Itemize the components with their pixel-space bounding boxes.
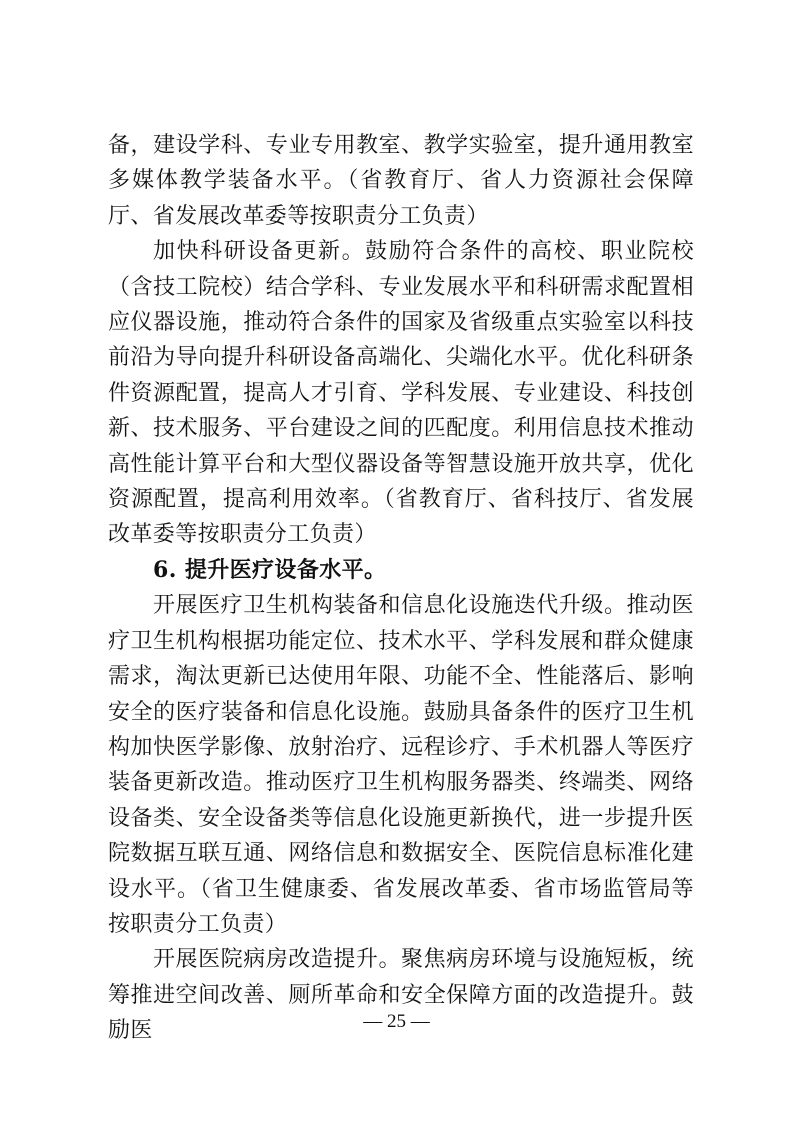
page-number: — 25 — [363,1011,430,1032]
paragraph-continuation: 备，建设学科、专业专用教室、教学实验室，提升通用教室多媒体教学装备水平。（省教育厅、省人力资源社会保障厅、省发展改革委等按职责分工负责） [108,133,694,229]
paragraph-hospital-ward: 开展医院病房改造提升。聚焦病房环境与设施短板，统筹推进空间改善、厕所革命和安全保障方面的改造提升。鼓励医 [108,947,694,1044]
paragraph-medical-equipment: 开展医疗卫生机构装备和信息化设施迭代升级。推动医疗卫生机构根据功能定位、技术水平、学科发展和群众健康需求，淘汰更新已达使用年限、功能不全、性能落后、影响安全的医疗装备和信息化设施。鼓励具备条件的医疗卫生机构加快医学影像、放射治疗、远程诊疗、手术机器人等医疗装备更新改造。推动医疗卫生机构服务器类、终端类、网络设备类、安全设备类等信息化设施更新换代，进一步提升医院数据互联互通、网络信息和数据安全、医院信息标准化建设水平。（省卫生健康委、省发展改革委、省市场监管局等按职责分工负责） [108,593,694,937]
section-heading: 6. 提升医疗设备水平。 [153,556,387,583]
paragraph-research-equipment: 加快科研设备更新。鼓励符合条件的高校、职业院校（含技工院校）结合学科、专业发展水平和科研需求配置相应仪器设施，推动符合条件的国家及省级重点实验室以科技前沿为导向提升科研设备高端化、尖端化水平。优化科研条件资源配置，提高人才引育、学科发展、专业建设、科技创新、技术服务、平台建设之间的匹配度。利用信息技术推动高性能计算平台和大型仪器设备等智慧设施开放共享，优化资源配置，提高利用效率。（省教育厅、省科技厅、省发展改革委等按职责分工负责） [108,239,694,548]
document-body [108,128,694,1049]
